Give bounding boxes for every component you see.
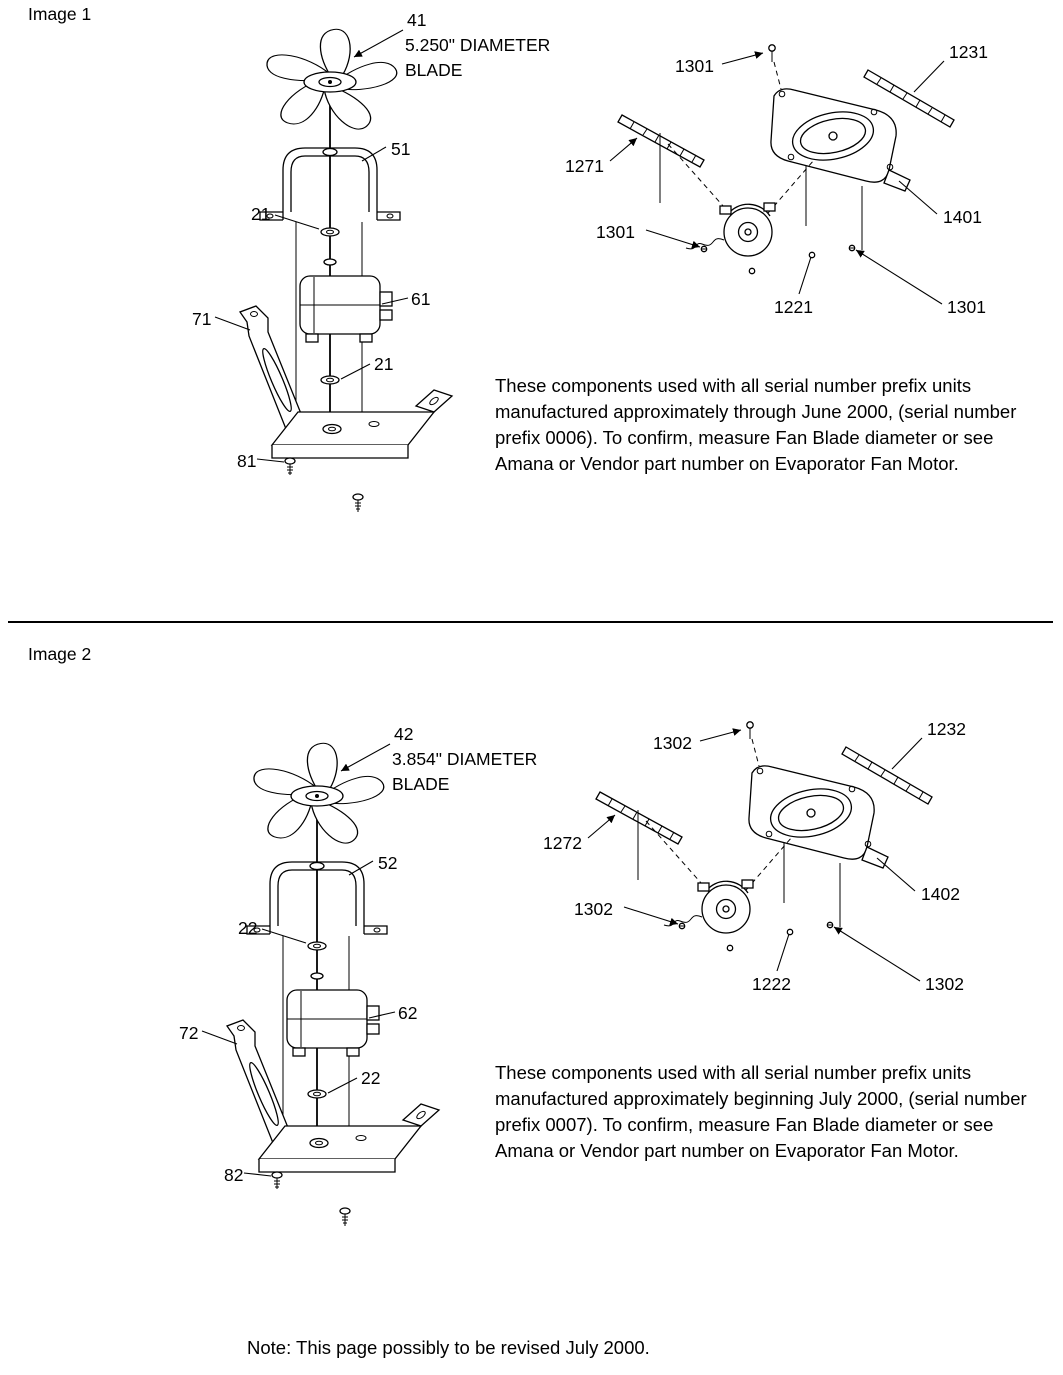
image1-description: These components used with all serial number prefix units manufactured approximately through June 2000, (serial number prefix 0006). To confirm, measure Fan Blade diameter or see Amana or Vendor part number on Evaporator Fan Motor. — [495, 375, 1017, 474]
callout-mount: 72 — [179, 1023, 199, 1043]
callout-bracket: 51 — [391, 139, 411, 159]
callout-screw: 81 — [237, 451, 257, 471]
callout-cover-motor: 1222 — [752, 974, 791, 994]
callout-washer-top: 22 — [238, 918, 258, 938]
callout-washer-top: 21 — [251, 204, 271, 224]
fan-assembly-diagram-1 — [215, 27, 452, 512]
image2-cover-callouts — [543, 719, 966, 994]
callout-washer-bot: 22 — [361, 1068, 381, 1088]
callout-screw-top: 1302 — [653, 733, 692, 753]
callout-mount: 71 — [192, 309, 212, 329]
callout-blade-word: BLADE — [405, 60, 463, 80]
callout-screw-top: 1301 — [675, 56, 714, 76]
callout-blade-num: 41 — [407, 10, 427, 30]
callout-blade-dia: 5.250" DIAMETER — [405, 35, 551, 55]
callout-screw-mid: 1302 — [574, 899, 613, 919]
callout-screw-bottom: 1301 — [947, 297, 986, 317]
callout-strip-left: 1272 — [543, 833, 582, 853]
callout-bracket: 52 — [378, 853, 398, 873]
callout-cover: 1401 — [943, 207, 982, 227]
callout-screw-mid: 1301 — [596, 222, 635, 242]
callout-screw: 82 — [224, 1165, 244, 1185]
image1-cover-callouts — [565, 42, 988, 317]
callout-blade-dia: 3.854" DIAMETER — [392, 749, 538, 769]
callout-cover: 1402 — [921, 884, 960, 904]
section-divider — [8, 621, 1053, 623]
callout-blade-num: 42 — [394, 724, 414, 744]
image1-section-label: Image 1 — [28, 4, 92, 24]
callout-motor: 62 — [398, 1003, 418, 1023]
callout-strip-right: 1232 — [927, 719, 966, 739]
page-note: Note: This page possibly to be revised July 2000. — [247, 1337, 650, 1358]
cover-assembly-diagram-2 — [588, 722, 932, 981]
callout-strip-right: 1231 — [949, 42, 988, 62]
image2-section-label: Image 2 — [28, 644, 92, 664]
callout-washer-bot: 21 — [374, 354, 394, 374]
image2-description: These components used with all serial number prefix units manufactured approximately beginning July 2000, (serial number prefix 0007). To confirm, measure Fan Blade diameter or see Amana or Vendor part number on Evaporator Fan Motor. — [495, 1062, 1027, 1161]
callout-motor: 61 — [411, 289, 431, 309]
callout-cover-motor: 1221 — [774, 297, 813, 317]
callout-strip-left: 1271 — [565, 156, 604, 176]
callout-blade-word: BLADE — [392, 774, 450, 794]
fan-assembly-diagram-2 — [202, 741, 439, 1226]
callout-screw-bottom: 1302 — [925, 974, 964, 994]
cover-assembly-diagram-1 — [610, 45, 954, 304]
